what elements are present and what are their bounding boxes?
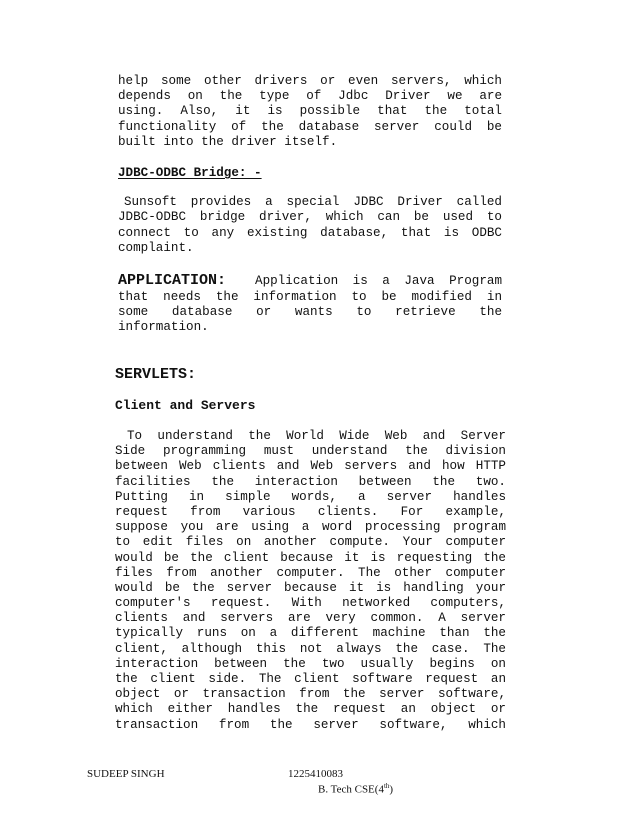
text-line: interaction between the two usually begins on (115, 656, 506, 671)
text-line: some database or wants to retrieve the (118, 305, 502, 320)
servlets-body (115, 429, 506, 733)
roll-number: 1225410083 (288, 768, 343, 780)
servlets-heading (115, 365, 196, 383)
text-line: help some other drivers or even servers, which (118, 74, 502, 88)
text-line: To understand the World Wide Web and Server (127, 429, 506, 443)
text-line: to edit files on another compute. Your computer (115, 535, 506, 550)
text-line: transaction from the server software, which (115, 717, 506, 732)
section-jdbc-odbc (118, 166, 502, 256)
text-line: complaint. (118, 240, 194, 255)
text-line: would be the client because it is requesting the (115, 550, 506, 565)
client-servers-title: Client and Servers (115, 398, 256, 413)
text-line: would be the server because it is handling your (115, 580, 506, 595)
footer-roll (288, 768, 343, 780)
client-servers-heading (115, 396, 255, 414)
application-first-line (118, 272, 502, 290)
text-line: functionality of the database server could be (118, 119, 502, 134)
text-line: typically runs on a different machine than the (115, 626, 506, 641)
text-line: computer's request. With networked computers, (115, 596, 506, 611)
text-line: object or transaction from the server software, (115, 687, 506, 702)
text-line: connect to any existing database, that is ODBC (118, 225, 502, 240)
text-line: suppose you are using a word processing program (115, 520, 506, 535)
text-line: facilities the interaction between the two. (115, 474, 506, 489)
course-end: ) (389, 783, 394, 796)
text-line: information. (118, 320, 209, 335)
footer-author (87, 768, 165, 780)
application-heading: APPLICATION: (118, 272, 227, 289)
text-line: which either handles the request an object or (115, 702, 506, 717)
author-name: SUDEEP SINGH (87, 768, 165, 780)
course-sup: th (383, 782, 390, 790)
text-line: depends on the type of Jdbc Driver we are (118, 89, 502, 104)
text-line: clients and servers are very common. A server (115, 611, 506, 626)
text-line: client, although this not always the case. The (115, 641, 506, 656)
servlets-title: SERVLETS: (115, 366, 197, 383)
jdbc-odbc-heading: JDBC-ODBC Bridge: - (118, 166, 262, 180)
text-line: the client side. The client software request an (115, 672, 506, 686)
para-drivers (118, 74, 502, 150)
course-text: B. Tech CSE(4 (318, 783, 384, 796)
text-line: between Web clients and Web servers and how HTTP (115, 459, 506, 474)
text-line: Sunsoft provides a special JDBC Driver called (124, 195, 502, 210)
text-line: Putting in simple words, a server handles (115, 489, 506, 504)
section-application (118, 272, 502, 336)
text-line: request from various clients. For example, (115, 504, 506, 519)
footer-course (318, 782, 393, 796)
text-line: that needs the information to be modified in (118, 290, 502, 304)
text-line: using. Also, it is possible that the total (118, 104, 502, 119)
text-line: built into the driver itself. (118, 134, 338, 149)
text-line: JDBC-ODBC bridge driver, which can be used to (118, 210, 502, 225)
text-segment: Application is a Java Program (255, 274, 502, 288)
text-line: files from another computer. The other computer (115, 565, 506, 580)
text-line: Side programming must understand the division (115, 444, 506, 459)
